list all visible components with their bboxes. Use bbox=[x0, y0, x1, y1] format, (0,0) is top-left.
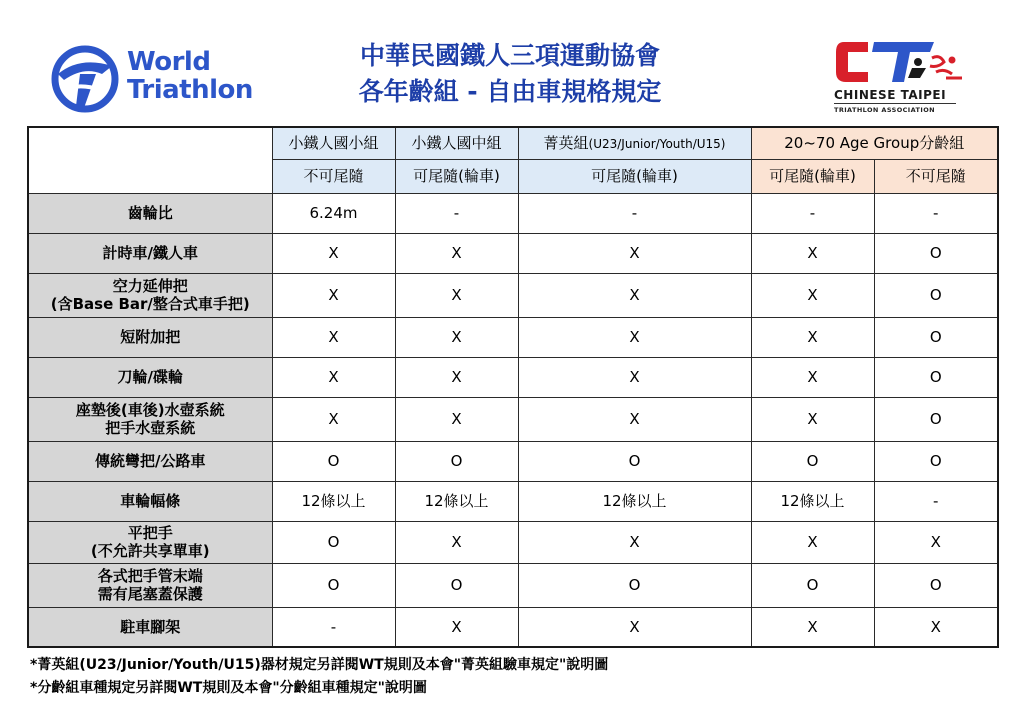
table-cell: O bbox=[518, 563, 751, 607]
table-cell: - bbox=[272, 607, 395, 647]
table-row bbox=[28, 193, 998, 233]
table-cell: O bbox=[395, 563, 518, 607]
page-title bbox=[300, 38, 720, 110]
table-cell: X bbox=[272, 273, 395, 317]
table-cell: X bbox=[751, 233, 874, 273]
row-label: 短附加把 bbox=[28, 317, 272, 357]
world-triathlon-wordmark bbox=[127, 48, 253, 104]
footnote: *菁英組(U23/Junior/Youth/U15)器材規定另詳閱WT規則及本會"菁英組驗車規定"說明圖 bbox=[30, 657, 609, 673]
table-cell: O bbox=[272, 563, 395, 607]
table-cell: X bbox=[518, 317, 751, 357]
table-cell: O bbox=[874, 233, 998, 273]
table-cell: 12條以上 bbox=[272, 481, 395, 521]
table-cell: O bbox=[395, 441, 518, 481]
table-cell: X bbox=[395, 607, 518, 647]
table-cell: X bbox=[272, 233, 395, 273]
header-corner-cell bbox=[28, 127, 272, 193]
table-cell: X bbox=[518, 357, 751, 397]
page-header bbox=[0, 0, 1024, 125]
table-cell: 6.24m bbox=[272, 193, 395, 233]
world-triathlon-emblem-icon bbox=[50, 44, 120, 114]
table-cell: X bbox=[395, 397, 518, 441]
table-cell: O bbox=[272, 441, 395, 481]
row-label: 傳統彎把/公路車 bbox=[28, 441, 272, 481]
table-header-row-groups bbox=[28, 127, 998, 159]
table-cell: X bbox=[395, 521, 518, 563]
table-row bbox=[28, 357, 998, 397]
table-cell: X bbox=[395, 317, 518, 357]
table-cell: X bbox=[272, 397, 395, 441]
row-label-line2: 需有尾塞蓋保護 bbox=[97, 585, 203, 603]
world-triathlon-logo bbox=[50, 44, 280, 114]
col-group-elementary: 小鐵人國小組 bbox=[272, 127, 395, 159]
row-label-line1: 座墊後(車後)水壺系統 bbox=[75, 401, 225, 419]
row-label bbox=[28, 397, 272, 441]
row-label-line2: 把手水壺系統 bbox=[105, 419, 196, 437]
table-row bbox=[28, 233, 998, 273]
footnote: *分齡組車種規定另詳閱WT規則及本會"分齡組車種規定"說明圖 bbox=[30, 680, 427, 696]
table-cell: X bbox=[518, 521, 751, 563]
wt-logo-line2: Triathlon bbox=[127, 75, 253, 105]
table-row bbox=[28, 273, 998, 317]
table-cell: 12條以上 bbox=[395, 481, 518, 521]
col-group-age-group: 20~70 Age Group分齡組 bbox=[751, 127, 998, 159]
table-cell: O bbox=[272, 521, 395, 563]
table-cell: 12條以上 bbox=[518, 481, 751, 521]
ct-logo-divider bbox=[834, 103, 956, 104]
row-label-line1: 空力延伸把 bbox=[112, 277, 188, 295]
table-cell: O bbox=[518, 441, 751, 481]
table-row bbox=[28, 481, 998, 521]
row-label: 刀輪/碟輪 bbox=[28, 357, 272, 397]
table-cell: O bbox=[874, 441, 998, 481]
table-cell: X bbox=[518, 607, 751, 647]
footnotes bbox=[30, 654, 608, 700]
row-label-line1: 各式把手管末端 bbox=[97, 567, 203, 585]
table-cell: O bbox=[751, 563, 874, 607]
table-cell: - bbox=[518, 193, 751, 233]
col-rule-age-group-drafting: 可尾隨(輪車) bbox=[751, 159, 874, 193]
table-cell: X bbox=[395, 233, 518, 273]
row-label: 計時車/鐵人車 bbox=[28, 233, 272, 273]
table-cell: 12條以上 bbox=[751, 481, 874, 521]
table-cell: X bbox=[751, 317, 874, 357]
table-cell: O bbox=[874, 397, 998, 441]
table-cell: X bbox=[751, 357, 874, 397]
title-line2: 各年齡組 - 自由車規格規定 bbox=[358, 77, 662, 106]
row-label-line1: 平把手 bbox=[127, 524, 173, 542]
row-label-line2: (含Base Bar/整合式車手把) bbox=[50, 295, 250, 313]
col-group-elite bbox=[518, 127, 751, 159]
col-rule-elementary: 不可尾隨 bbox=[272, 159, 395, 193]
row-label-line2: (不允許共享單車) bbox=[90, 542, 210, 560]
table-row bbox=[28, 397, 998, 441]
col-group-elite-main: 菁英組 bbox=[543, 133, 589, 152]
table-cell: X bbox=[518, 397, 751, 441]
table-cell: - bbox=[874, 481, 998, 521]
table-row bbox=[28, 563, 998, 607]
chinese-taipei-triathlon-logo bbox=[834, 38, 964, 118]
title-line1: 中華民國鐵人三項運動協會 bbox=[359, 41, 660, 70]
table-cell: X bbox=[751, 397, 874, 441]
table-row bbox=[28, 607, 998, 647]
table-body bbox=[28, 193, 998, 647]
table-cell: - bbox=[751, 193, 874, 233]
table-cell: O bbox=[874, 357, 998, 397]
table-cell: X bbox=[518, 273, 751, 317]
table-cell: X bbox=[751, 273, 874, 317]
table-cell: X bbox=[874, 607, 998, 647]
table-cell: - bbox=[874, 193, 998, 233]
table-cell: - bbox=[395, 193, 518, 233]
ct-logo-subtitle: TRIATHLON ASSOCIATION bbox=[834, 106, 935, 114]
table-cell: X bbox=[395, 273, 518, 317]
table-cell: X bbox=[395, 357, 518, 397]
col-group-junior-high: 小鐵人國中組 bbox=[395, 127, 518, 159]
col-group-elite-sub: (U23/Junior/Youth/U15) bbox=[588, 136, 726, 151]
wt-logo-line1: World bbox=[127, 47, 211, 77]
table-cell: X bbox=[874, 521, 998, 563]
table-cell: O bbox=[874, 273, 998, 317]
table-cell: O bbox=[874, 563, 998, 607]
table-cell: X bbox=[272, 357, 395, 397]
ct-emblem-icon bbox=[834, 38, 964, 86]
col-rule-junior-high: 可尾隨(輪車) bbox=[395, 159, 518, 193]
table-cell: O bbox=[874, 317, 998, 357]
row-label bbox=[28, 521, 272, 563]
table-cell: X bbox=[272, 317, 395, 357]
table-row bbox=[28, 521, 998, 563]
table-cell: X bbox=[751, 607, 874, 647]
row-label: 車輪幅條 bbox=[28, 481, 272, 521]
table-cell: X bbox=[518, 233, 751, 273]
bike-spec-table bbox=[27, 126, 999, 648]
row-label: 駐車腳架 bbox=[28, 607, 272, 647]
table-cell: O bbox=[751, 441, 874, 481]
table-cell: X bbox=[751, 521, 874, 563]
table-row bbox=[28, 441, 998, 481]
row-label bbox=[28, 563, 272, 607]
row-label bbox=[28, 273, 272, 317]
table-row bbox=[28, 317, 998, 357]
col-rule-age-group-non-drafting: 不可尾隨 bbox=[874, 159, 998, 193]
col-rule-elite: 可尾隨(輪車) bbox=[518, 159, 751, 193]
ct-logo-name: CHINESE TAIPEI bbox=[834, 88, 947, 102]
row-label: 齒輪比 bbox=[28, 193, 272, 233]
